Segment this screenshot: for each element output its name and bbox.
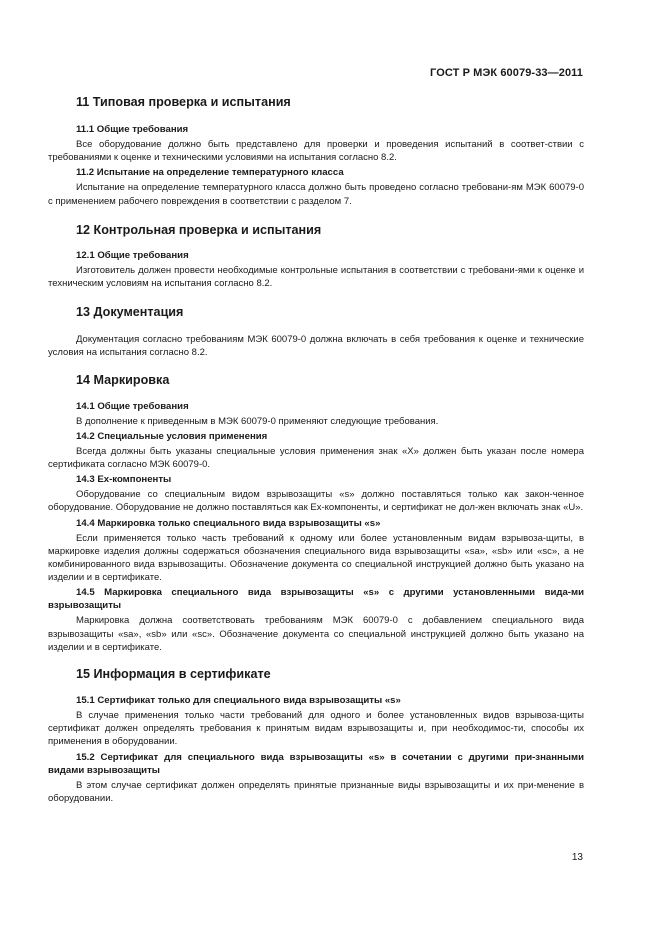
section-14-4-text: Если применяется только часть требований к одному или более установленным видам взрывоза-щиты, в маркировке изделия должны содержаться обозначения специального вида взрывозащиты «sa», «sb» или «sc», а не комбинированного вида взрывозащиты. Обозначение документа со специальной инструкцией должно быть указано на изделии и в сертификате. xyxy=(48,532,584,584)
section-15-2-title: 15.2 Сертификат для специального вида взрывозащиты «s» в сочетании с другими при-знанными видами взрывозащиты xyxy=(48,751,584,776)
section-14-2-title: 14.2 Специальные условия применения xyxy=(76,430,268,442)
section-11-1-text: Все оборудование должно быть представлено для проверки и проведения испытаний в соответ-ствии с требованиями к оценке и техническими условиями на испытания согласно 8.2. xyxy=(48,139,584,164)
section-15-1-text: В случае применения только части требований для одного и более установленных видов взрывоза-щиты сертификат должен определять требования к принятым видам взрывозащиты и, при необходимос-ти, способы их применения в оборудовании. xyxy=(48,710,584,748)
section-15-1-title: 15.1 Сертификат только для специального вида взрывозащиты «s» xyxy=(76,695,401,707)
section-11-2-title: 11.2 Испытание на определение температурного класса xyxy=(76,167,344,179)
section-14-3-text: Оборудование со специальным видом взрывозащиты «s» должно поставляться только как закон-ченное оборудование. Оборудование не должно поставляться как Ex-компоненты, и сертификат не дол-жен включать знак «U». xyxy=(48,489,584,514)
section-14-5-title: 14.5 Маркировка специального вида взрывозащиты «s» с другими установленными вида-ми взрывозащиты xyxy=(48,587,584,612)
section-14-title: 14 Маркировка xyxy=(76,372,170,387)
page-number: 13 xyxy=(571,852,583,863)
section-12-title: 12 Контрольная проверка и испытания xyxy=(76,222,322,237)
section-13-title: 13 Документация xyxy=(76,305,184,320)
section-11-2-text: Испытание на определение температурного класса должно быть проведено согласно требовани-ям МЭК 60079-0 с применением рабочего повреждения в соответствии с разделом 7. xyxy=(48,182,584,207)
document-header: ГОСТ Р МЭК 60079-33—2011 xyxy=(430,67,583,79)
section-13-text: Документация согласно требованиям МЭК 60079-0 должна включать в себя требования к оценке и технические условия на испытания согласно 8.2. xyxy=(48,334,584,359)
section-12-1-text: Изготовитель должен провести необходимые контрольные испытания в соответствии с требовани-ями к оценке и техническим условиям на испытания согласно 8.2. xyxy=(48,264,584,290)
section-11-title: 11 Типовая проверка и испытания xyxy=(76,95,291,109)
section-14-4-title: 14.4 Маркировка только специального вида взрывозащиты «s» xyxy=(76,517,381,529)
section-11-1-title: 11.1 Общие требования xyxy=(76,124,189,135)
section-14-1-title: 14.1 Общие требования xyxy=(76,400,189,412)
section-15-2-text: В этом случае сертификат должен определять принятые признанные виды взрывозащиты и их при-менение в оборудовании. xyxy=(48,779,584,804)
section-14-2-text: Всегда должны быть указаны специальные условия применения знак «X» должен быть указан после номера сертификата согласно МЭК 60079-0. xyxy=(48,445,584,471)
section-14-1-text: В дополнение к приведенным в МЭК 60079-0 применяют следующие требования. xyxy=(76,415,439,427)
section-14-3-title: 14.3 Ex-компоненты xyxy=(76,474,172,486)
section-15-title: 15 Информация в сертификате xyxy=(76,667,271,682)
section-14-5-text: Маркировка должна соответствовать требованиям МЭК 60079-0 с добавлением специального вида взрывозащиты «sa», «sb» или «sc». Обозначение документа со специальной инструкцией должно быть указано на изделии и в сертификате. xyxy=(48,615,584,653)
section-12-1-title: 12.1 Общие требования xyxy=(76,249,189,261)
document-body xyxy=(48,94,584,805)
